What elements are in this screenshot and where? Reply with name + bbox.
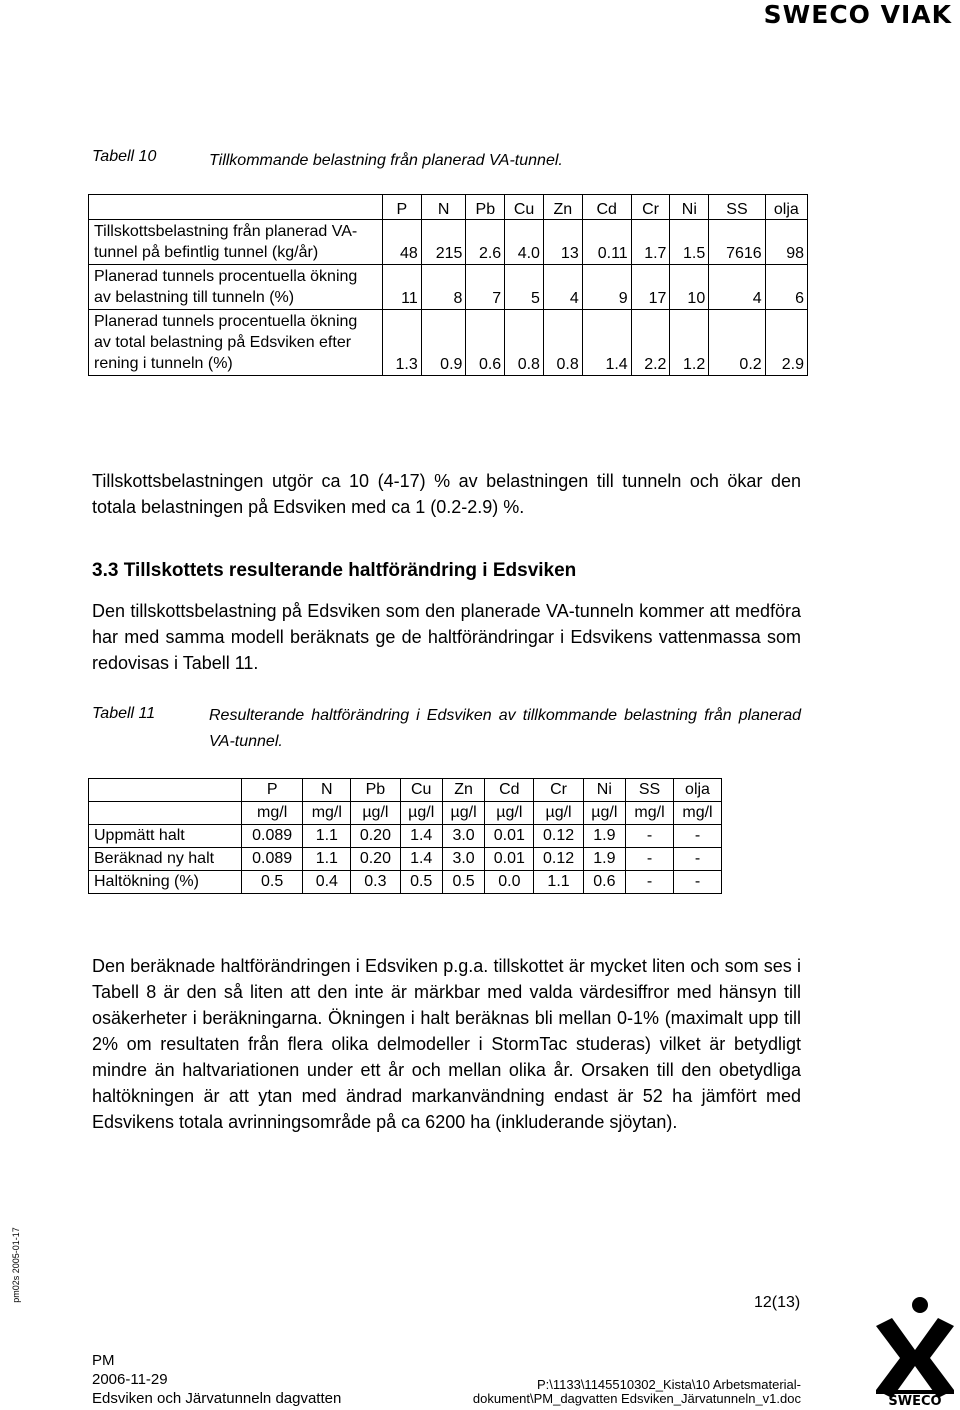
section-heading: 3.3 Tillskottets resulterande haltförändring i Edsviken — [92, 560, 577, 581]
table-cell: 1.2 — [670, 310, 709, 376]
table-row — [89, 265, 808, 310]
table-cell: 1.4 — [400, 848, 442, 871]
table-cell: - — [674, 871, 722, 894]
row-label: Haltökning (%) — [89, 871, 242, 894]
table-corner-cell — [89, 802, 242, 825]
table-cell: 1.5 — [670, 220, 709, 265]
table11-caption-text: Resulterande haltförändring i Edsviken av tillkommande belastning från planerad VA-tunnel. — [209, 707, 801, 750]
table-row — [89, 848, 722, 871]
column-header: Zn — [442, 779, 484, 802]
column-header: Cu — [505, 195, 544, 220]
table-cell: 0.20 — [351, 848, 400, 871]
unit-cell: µg/l — [351, 802, 400, 825]
table-cell: 8 — [421, 265, 466, 310]
table-cell: - — [626, 848, 674, 871]
unit-cell: µg/l — [485, 802, 534, 825]
table-cell: 3.0 — [442, 825, 484, 848]
row-label: Planerad tunnels procentuella ökning av belastning till tunneln (%) — [89, 265, 383, 310]
paragraph-summary: Tillskottsbelastningen utgör ca 10 (4-17) % av belastningen till tunneln och ökar den totala belastningen på Edsviken med ca 1 (0.2-2.9) %. — [92, 471, 801, 517]
table-cell: 0.6 — [583, 871, 625, 894]
table-cell: 0.2 — [709, 310, 765, 376]
paragraph-conclusion: Den beräknade haltförändringen i Edsviken p.g.a. tillskottet är mycket liten och som ses i Tabell 8 är den så liten att den inte är märkbar med valda värdesiffror med hänsyn till osäkerheter i beräkningarna. Ökningen i halt beräknas bli mellan 0-1% (maximalt upp till 2% om resultaten från flera olika delmodeller i StormTac studeras) vilket är betydligt mindre än haltvariationen under ett år och mellan olika år. Orsaken till den obetydliga haltökningen är att ytan med ändrad markanvändning endast är 52 ha jämfört med Edsvikens totala avrinningsområde på ca 6200 ha (inkluderande sjöytan). — [92, 956, 801, 1132]
row-label: Tillskottsbelastning från planerad VA-tunnel på befintlig tunnel (kg/år) — [89, 220, 383, 265]
table-cell: 1.4 — [400, 825, 442, 848]
table-cell: 98 — [765, 220, 807, 265]
table-cell: 0.20 — [351, 825, 400, 848]
table-row — [89, 871, 722, 894]
column-header: N — [421, 195, 466, 220]
table-corner-cell — [89, 195, 383, 220]
column-header: Cr — [534, 779, 583, 802]
table-corner-cell — [89, 779, 242, 802]
table-cell: 10 — [670, 265, 709, 310]
table-cell: 0.5 — [442, 871, 484, 894]
sweco-logo-text: SWECO — [888, 1394, 942, 1406]
table-cell: 0.12 — [534, 848, 583, 871]
row-label: Uppmätt halt — [89, 825, 242, 848]
unit-cell: µg/l — [583, 802, 625, 825]
table11-caption-number: Tabell 11 — [92, 705, 156, 722]
column-header: P — [242, 779, 303, 802]
column-header: Cu — [400, 779, 442, 802]
table-cell: 1.1 — [303, 848, 351, 871]
column-header: Cr — [631, 195, 670, 220]
unit-cell: µg/l — [442, 802, 484, 825]
table-cell: 2.6 — [466, 220, 505, 265]
table-cell: 0.6 — [466, 310, 505, 376]
table-cell: 11 — [383, 265, 422, 310]
column-header: olja — [765, 195, 807, 220]
table-cell: 1.4 — [582, 310, 631, 376]
doc-type: PM — [92, 1352, 115, 1369]
table-cell: 6 — [765, 265, 807, 310]
table-cell: 0.4 — [303, 871, 351, 894]
table-cell: - — [626, 871, 674, 894]
unit-cell: mg/l — [626, 802, 674, 825]
table-cell: 7616 — [709, 220, 765, 265]
template-code: pm02s 2005-01-17 — [10, 1227, 21, 1303]
table-cell: 4.0 — [505, 220, 544, 265]
units-row — [89, 802, 722, 825]
table-cell: 0.8 — [543, 310, 582, 376]
table-header-row — [89, 195, 808, 220]
paragraph-intro: Den tillskottsbelastning på Edsviken som den planerade VA-tunneln kommer att medföra har med samma modell beräknats ge de haltförändringar i Edsvikens vattenmassa som redovisas i Tabell 11. — [92, 601, 801, 673]
project-name: Edsviken och Järvatunneln dagvatten — [92, 1390, 342, 1407]
table-row — [89, 825, 722, 848]
table-cell: 0.9 — [421, 310, 466, 376]
unit-cell: µg/l — [534, 802, 583, 825]
row-label: Planerad tunnels procentuella ökning av total belastning på Edsviken efter rening i tunneln (%) — [89, 310, 383, 376]
table-cell: 0.01 — [485, 848, 534, 871]
page-number: 12(13) — [754, 1294, 801, 1311]
file-path — [455, 1378, 801, 1406]
column-header: Cd — [582, 195, 631, 220]
table-cell: 4 — [709, 265, 765, 310]
table-row — [89, 220, 808, 265]
unit-cell: mg/l — [242, 802, 303, 825]
column-header: olja — [674, 779, 722, 802]
table11 — [88, 778, 722, 894]
file-path-line: dokument\PM_dagvatten Edsviken_Järvatunneln_v1.doc — [472, 1391, 801, 1406]
file-path-line: P:\1133\1145510302_Kista\10 Arbetsmaterial- — [536, 1377, 801, 1392]
sweco-logo-icon — [874, 1294, 956, 1406]
table-cell: 0.089 — [242, 825, 303, 848]
table-cell: 0.5 — [400, 871, 442, 894]
table-cell: 1.3 — [383, 310, 422, 376]
table10 — [88, 194, 808, 376]
doc-date: 2006-11-29 — [92, 1371, 168, 1388]
table-cell: 2.9 — [765, 310, 807, 376]
table-cell: 1.9 — [583, 848, 625, 871]
table-header-row — [89, 779, 722, 802]
table-cell: 48 — [383, 220, 422, 265]
column-header: Pb — [466, 195, 505, 220]
column-header: P — [383, 195, 422, 220]
table-cell: 5 — [505, 265, 544, 310]
table-cell: 1.9 — [583, 825, 625, 848]
sweco-viak-logo: SWECO VIAK — [763, 0, 952, 29]
table-cell: 0.11 — [582, 220, 631, 265]
unit-cell: mg/l — [674, 802, 722, 825]
table10-caption-text: Tillkommande belastning från planerad VA-tunnel. — [209, 152, 563, 169]
footer-info — [92, 1351, 341, 1408]
table-cell: 2.2 — [631, 310, 670, 376]
column-header: Pb — [351, 779, 400, 802]
table-row — [89, 310, 808, 376]
column-header: SS — [709, 195, 765, 220]
table-cell: 0.8 — [505, 310, 544, 376]
table-cell: 215 — [421, 220, 466, 265]
table-cell: 7 — [466, 265, 505, 310]
row-label: Beräknad ny halt — [89, 848, 242, 871]
column-header: Ni — [670, 195, 709, 220]
table-cell: 0.12 — [534, 825, 583, 848]
table-cell: 17 — [631, 265, 670, 310]
table-cell: 0.0 — [485, 871, 534, 894]
table-cell: 0.5 — [242, 871, 303, 894]
table10-caption-number: Tabell 10 — [92, 148, 157, 165]
column-header: Cd — [485, 779, 534, 802]
table-cell: - — [674, 825, 722, 848]
table-cell: 0.01 — [485, 825, 534, 848]
table-cell: 0.089 — [242, 848, 303, 871]
table-cell: 0.3 — [351, 871, 400, 894]
unit-cell: mg/l — [303, 802, 351, 825]
table-cell: 9 — [582, 265, 631, 310]
column-header: N — [303, 779, 351, 802]
table-cell: 13 — [543, 220, 582, 265]
column-header: Zn — [543, 195, 582, 220]
column-header: Ni — [583, 779, 625, 802]
table-cell: 1.1 — [534, 871, 583, 894]
column-header: SS — [626, 779, 674, 802]
table-cell: 4 — [543, 265, 582, 310]
table-cell: 3.0 — [442, 848, 484, 871]
unit-cell: µg/l — [400, 802, 442, 825]
table-cell: - — [674, 848, 722, 871]
table-cell: 1.1 — [303, 825, 351, 848]
table-cell: - — [626, 825, 674, 848]
table-cell: 1.7 — [631, 220, 670, 265]
